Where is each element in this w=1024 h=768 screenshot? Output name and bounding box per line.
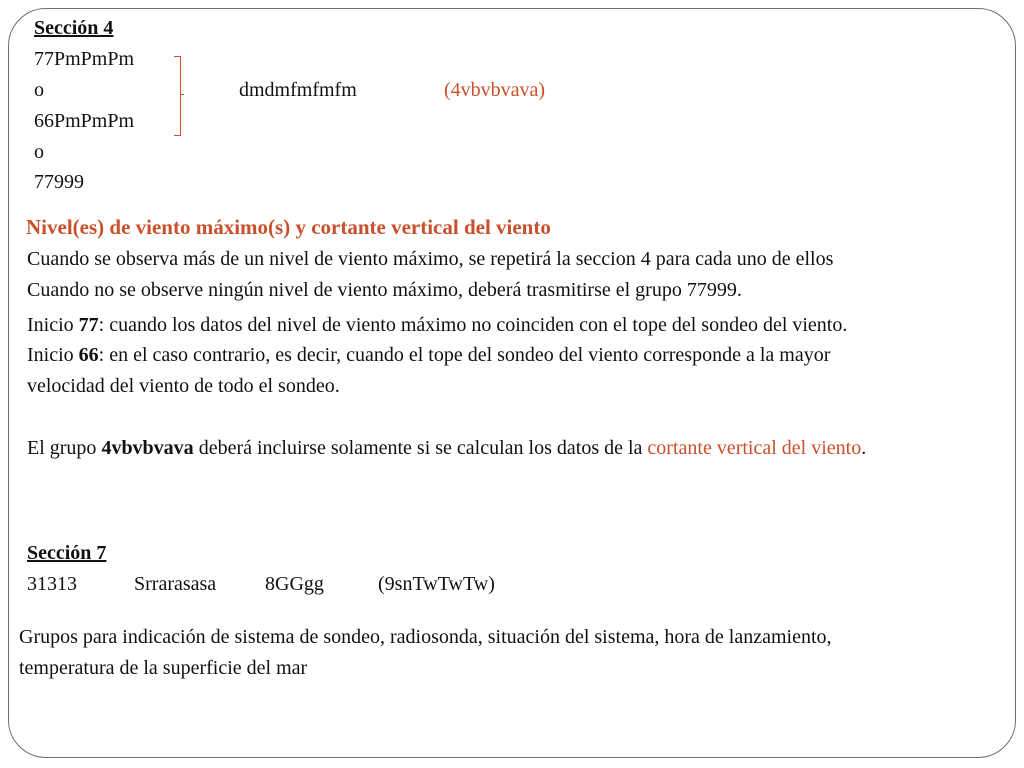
grupo-line xyxy=(27,436,866,460)
seccion7-desc1: Grupos para indicación de sistema de sondeo, radiosonda, situación del sistema, hora de lanzamiento, xyxy=(19,626,832,648)
inicio66-cont: velocidad del viento de todo el sondeo. xyxy=(27,375,340,397)
bracket-tick xyxy=(180,94,184,95)
seccion7-desc2: temperatura de la superficie del mar xyxy=(19,657,308,679)
grupo-link: cortante vertical del viento xyxy=(647,437,862,459)
bracket-shape xyxy=(174,56,181,136)
nivel-p2: Cuando no se observe ningún nivel de viento máximo, deberá trasmitirse el grupo 77999. xyxy=(27,279,742,301)
grupo-mid: deberá incluirse solamente si se calculan los datos de la xyxy=(193,437,648,459)
seccion4-group: (4vbvbvava) xyxy=(444,79,546,101)
inicio77-code: 77 xyxy=(78,314,99,336)
grupo-code: 4vbvbvava xyxy=(101,437,194,459)
nivel-heading: Nivel(es) de viento máximo(s) y cortante vertical del viento xyxy=(26,215,551,239)
seccion4-line4: o xyxy=(34,141,44,163)
seccion4-line5: 77999 xyxy=(34,171,84,193)
seccion4-middle: dmdmfmfmfm xyxy=(239,79,357,101)
grupo-prefix: El grupo xyxy=(27,437,102,459)
seccion4-title: Sección 4 xyxy=(34,17,114,39)
seccion7-code-1: 31313 xyxy=(27,573,77,595)
seccion7-code-3: 8GGgg xyxy=(265,573,324,595)
inicio77-prefix: Inicio xyxy=(27,314,79,336)
seccion7-code-2: Srrarasasa xyxy=(134,573,217,595)
seccion4-line2: o xyxy=(34,79,44,101)
seccion7-title: Sección 7 xyxy=(27,542,107,564)
nivel-p1: Cuando se observa más de un nivel de viento máximo, se repetirá la seccion 4 para cada uno de ellos xyxy=(27,248,834,270)
seccion4-line1: 77PmPmPm xyxy=(34,48,135,70)
seccion7-code-4: (9snTwTwTw) xyxy=(378,573,495,595)
inicio66-code: 66 xyxy=(78,344,99,366)
grupo-end: . xyxy=(861,437,867,459)
inicio66-line xyxy=(27,343,830,367)
inicio77-text: : cuando los datos del nivel de viento máximo no coinciden con el tope del sondeo del viento. xyxy=(98,314,848,336)
inicio66-prefix: Inicio xyxy=(27,344,79,366)
seccion4-line3: 66PmPmPm xyxy=(34,110,135,132)
inicio66-text: : en el caso contrario, es decir, cuando el tope del sondeo del viento corresponde a la mayor xyxy=(98,344,831,366)
inicio77-line xyxy=(27,313,847,337)
